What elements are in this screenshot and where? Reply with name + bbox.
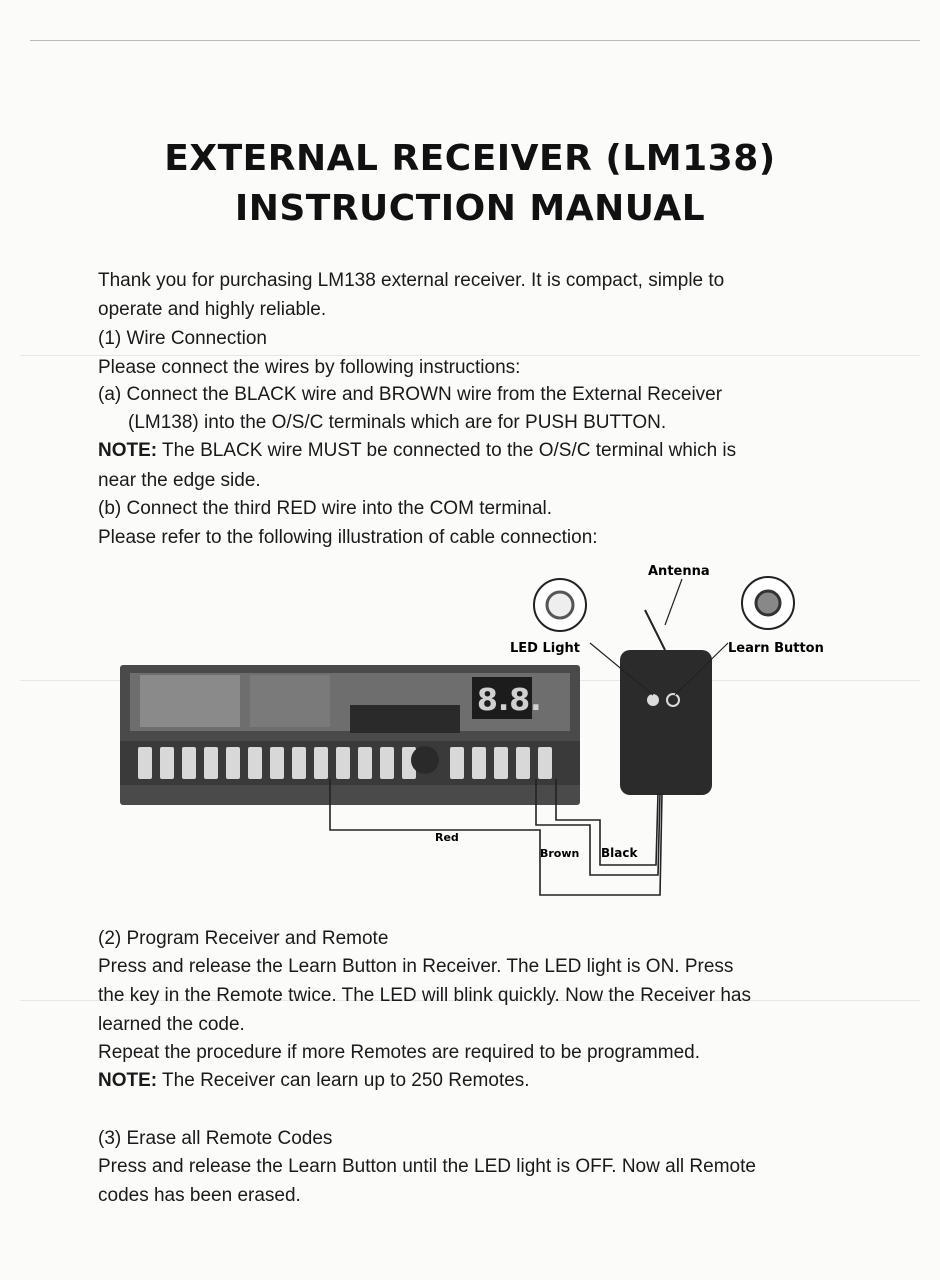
title-line-2: INSTRUCTION MANUAL [234,188,706,229]
section2-line-2: the key in the Remote twice. The LED will blink quickly. Now the Receiver has [98,985,751,1006]
antenna-label: Antenna [648,564,710,579]
note-label: NOTE: [98,440,158,461]
section1-lead: Please connect the wires by following instructions: [98,357,521,378]
step-b: (b) Connect the third RED wire into the COM terminal. [98,498,553,519]
red-wire-label: Red [435,831,459,844]
segment-display: 8.8. [477,683,542,718]
control-board [120,665,580,805]
title-line-1: EXTERNAL RECEIVER (LM138) [164,138,776,179]
note-text: The Receiver can learn up to 250 Remotes. [157,1070,530,1091]
black-wire-label: Black [601,846,638,860]
section1-note-line-2: near the edge side. [98,470,261,491]
section1-heading: (1) Wire Connection [98,328,267,349]
external-receiver-box [620,610,712,795]
brown-wire-label: Brown [540,847,580,860]
section3-line-2: codes has been erased. [98,1185,301,1206]
section1-note-line-1 [98,436,868,465]
step-a-line-2: (LM138) into the O/S/C terminals which are for PUSH BUTTON. [128,412,667,433]
intro-line-2: operate and highly reliable. [98,299,327,320]
note-text: The BLACK wire MUST be connected to the O/S/C terminal which is [157,440,737,461]
section2-line-4: Repeat the procedure if more Remotes are required to be programmed. [98,1042,700,1063]
section2-line-3: learned the code. [98,1014,245,1035]
intro-line-1: Thank you for purchasing LM138 external receiver. It is compact, simple to [98,270,725,291]
section2-heading: (2) Program Receiver and Remote [98,928,389,949]
led-indicator-icon [647,694,659,706]
refer-line: Please refer to the following illustration of cable connection: [98,527,598,548]
led-light-label: LED Light [510,641,580,656]
section2-note [98,1066,868,1095]
learn-button-label: Learn Button [728,641,824,656]
section2-line-1: Press and release the Learn Button in Receiver. The LED light is ON. Press [98,956,734,977]
section3-heading: (3) Erase all Remote Codes [98,1128,333,1149]
cable-connection-illustration [120,555,840,905]
note-label: NOTE: [98,1070,158,1091]
top-rule [30,40,920,41]
section3-line-1: Press and release the Learn Button until the LED light is OFF. Now all Remote [98,1156,756,1177]
step-a-line-1: (a) Connect the BLACK wire and BROWN wire from the External Receiver [98,384,723,405]
